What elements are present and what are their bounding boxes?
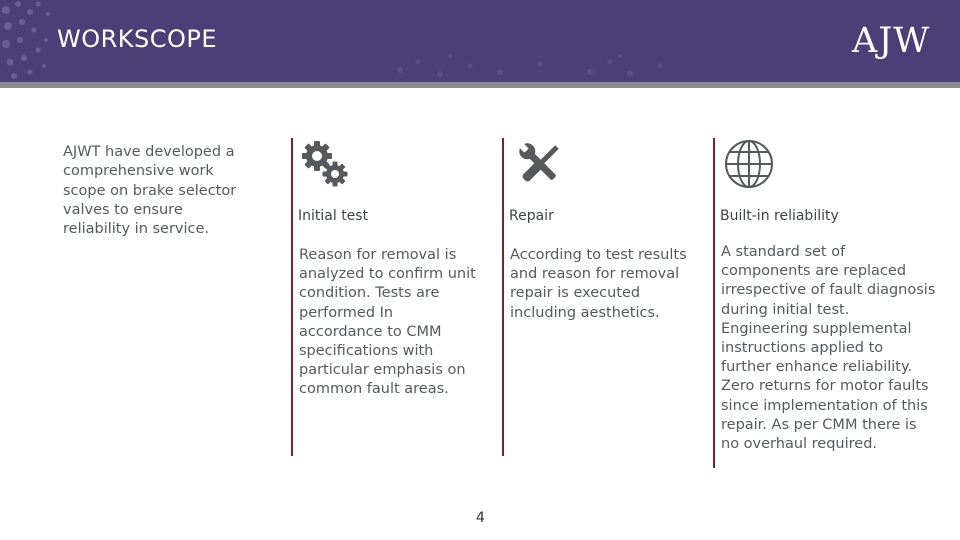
column-body: According to test results and reason for removal repair is executed including aesthetics.: [510, 247, 687, 321]
company-logo: AJW: [852, 21, 931, 61]
header-divider: [0, 82, 960, 88]
column-heading: Initial test: [298, 208, 369, 224]
column-body: Reason for removal is analyzed to confirm unit condition. Tests are performed In accordance to CMM specifications with particular emphasis on common fault areas.: [299, 247, 476, 398]
gears-icon: [301, 138, 351, 190]
column-divider: [713, 138, 715, 468]
globe-icon: [723, 138, 775, 190]
tools-icon: [512, 138, 568, 190]
page-number: 4: [476, 510, 485, 526]
header-bar: [0, 0, 960, 82]
column-divider: [502, 138, 504, 456]
page-title: WORKSCOPE: [57, 25, 218, 53]
intro-text: AJWT have developed a comprehensive work scope on brake selector valves to ensure reliability in service.: [63, 144, 237, 238]
column-body: A standard set of components are replaced irrespective of fault diagnosis during initial test. Engineering supplemental instructions applied to further enhance reliability. Zero returns for motor faults since implementation of this repair. As per CMM there is no overhaul required.: [721, 244, 936, 453]
column-heading: Repair: [509, 208, 554, 224]
column-divider: [291, 138, 293, 456]
column-heading: Built-in reliability: [720, 208, 839, 224]
